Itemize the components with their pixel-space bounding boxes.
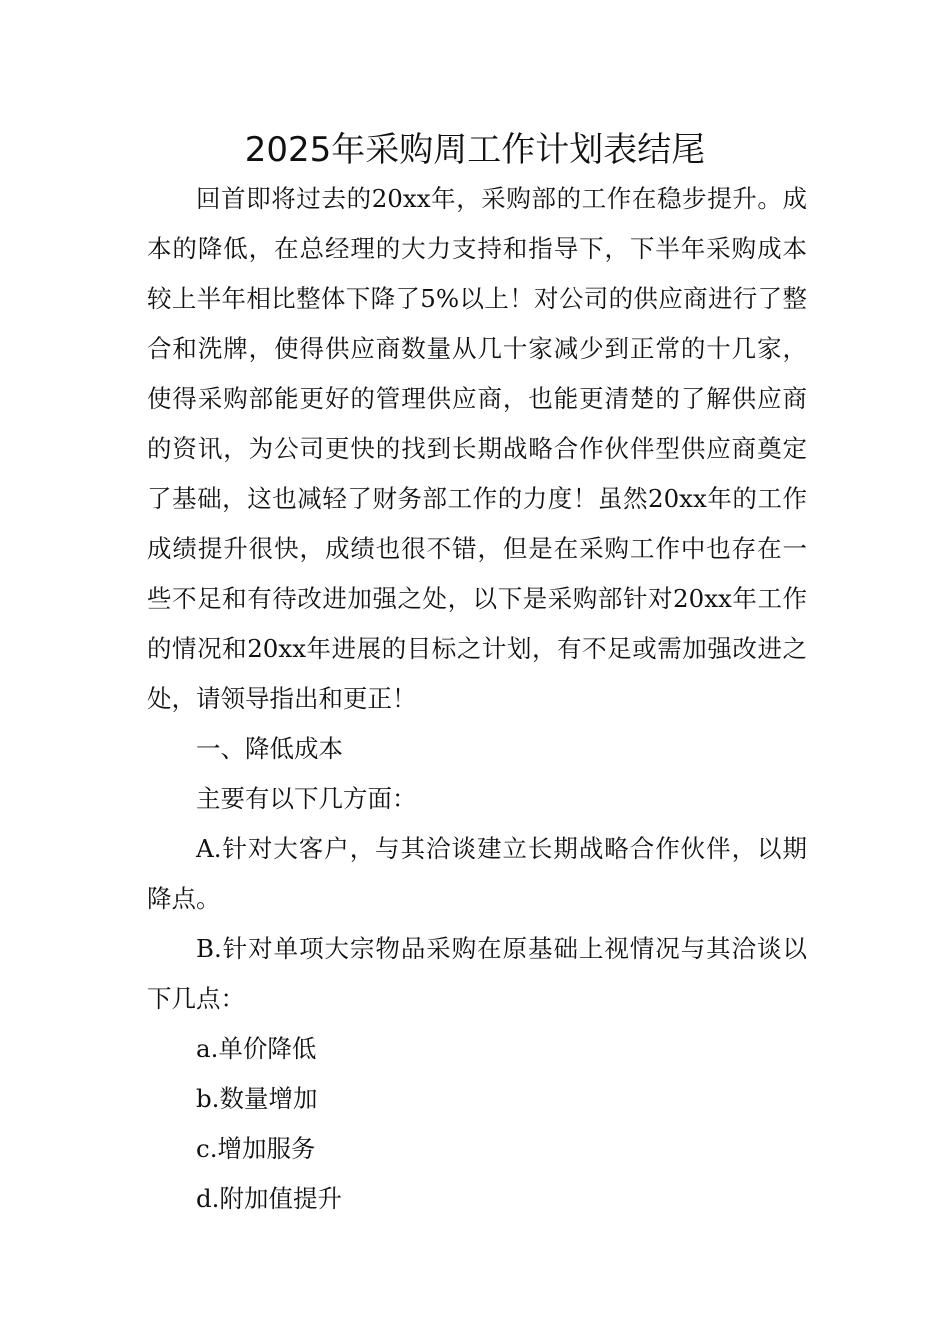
document-body — [147, 174, 807, 1224]
aspects-intro: 主要有以下几方面： — [196, 784, 417, 813]
list-item-price-reduction: a.单价降低 — [196, 1034, 317, 1063]
document-title: 2025年采购周工作计划表结尾 — [244, 130, 706, 170]
point-b-paragraph: B.针对单项大宗物品采购在原基础上视情况与其洽谈以下几点： — [147, 934, 807, 1013]
list-item-value-added: d.附加值提升 — [196, 1184, 342, 1213]
list-item-add-service: c.增加服务 — [196, 1134, 316, 1163]
intro-paragraph: 回首即将过去的20xx年，采购部的工作在稳步提升。成本的降低，在总经理的大力支持和指导下，下半年采购成本较上半年相比整体下降了5%以上！对公司的供应商进行了整合和洗牌，使得供应商数量从几十家减少到正常的十几家，使得采购部能更好的管理供应商，也能更清楚的了解供应商的资讯，为公司更快的找到长期战略合作伙伴型供应商奠定了基础，这也减轻了财务部工作的力度！虽然20xx年的工作成绩提升很快，成绩也很不错，但是在采购工作中也存在一些不足和有待改进加强之处，以下是采购部针对20xx年工作的情况和20xx年进展的目标之计划，有不足或需加强改进之处，请领导指出和更正！ — [147, 184, 807, 713]
section-heading-reduce-cost: 一、降低成本 — [196, 734, 343, 763]
list-item-quantity-increase: b.数量增加 — [196, 1084, 318, 1113]
point-a-paragraph: A.针对大客户，与其洽谈建立长期战略合作伙伴，以期降点。 — [147, 834, 807, 913]
